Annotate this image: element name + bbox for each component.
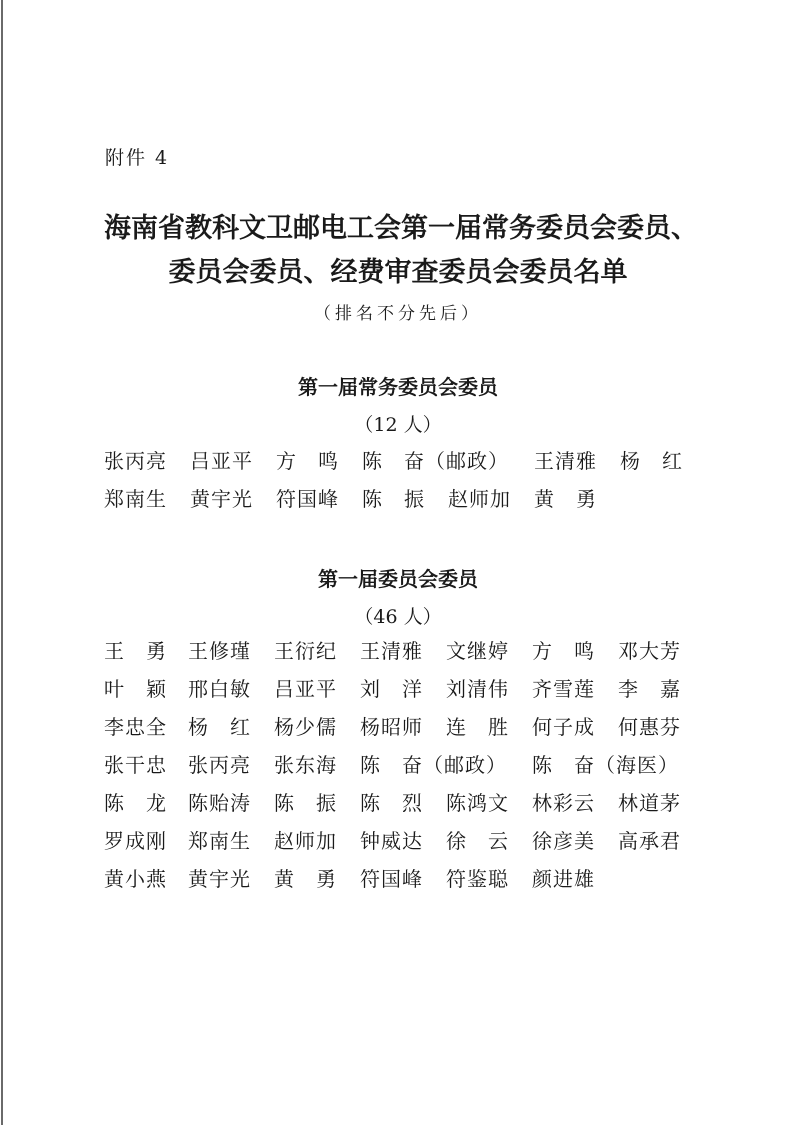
member-name: 郑南生 <box>188 829 251 853</box>
standing-committee-heading: 第一届常务委员会委员 <box>298 375 498 399</box>
member-name: 赵师加 <box>274 829 337 853</box>
member-name: 黄小燕 <box>104 867 167 891</box>
member-name: 邢白敏 <box>188 677 251 701</box>
member-name: 张干忠 <box>104 753 167 777</box>
member-name: 陈 奋（邮政） <box>360 753 507 777</box>
member-name: 吕亚平 <box>190 449 253 473</box>
member-name: 陈 奋（海医） <box>532 753 679 777</box>
member-name: 罗成刚 <box>104 829 167 853</box>
member-name: 李 嘉 <box>618 677 681 701</box>
member-name: 杨 红 <box>620 449 683 473</box>
member-name: 符鉴聪 <box>446 867 509 891</box>
member-name: 邓大芳 <box>618 639 681 663</box>
member-name: 黄 勇 <box>274 867 337 891</box>
committee-count: （46 人） <box>354 606 442 628</box>
member-name: 符国峰 <box>276 487 339 511</box>
member-name: 林道茅 <box>618 791 681 815</box>
member-name: 黄 勇 <box>534 487 597 511</box>
member-name: 杨昭师 <box>360 715 423 739</box>
member-name: 王清雅 <box>534 449 597 473</box>
member-name: 刘清伟 <box>446 677 509 701</box>
member-name: 赵师加 <box>448 487 511 511</box>
member-name: 方 鸣 <box>532 639 595 663</box>
member-name: 陈 振 <box>362 487 425 511</box>
member-name: 颜进雄 <box>532 867 595 891</box>
member-name: 符国峰 <box>360 867 423 891</box>
member-name: 连 胜 <box>446 715 509 739</box>
member-name: 陈 振 <box>274 791 337 815</box>
member-name: 林彩云 <box>532 791 595 815</box>
member-name: 王清雅 <box>360 639 423 663</box>
attachment-label: 附件 4 <box>105 147 170 169</box>
member-name: 杨 红 <box>188 715 251 739</box>
member-name: 陈 奋（邮政） <box>362 449 509 473</box>
committee-heading: 第一届委员会委员 <box>318 567 478 591</box>
member-name: 齐雪莲 <box>532 677 595 701</box>
member-name: 黄宇光 <box>188 867 251 891</box>
member-name: 高承君 <box>618 829 681 853</box>
member-name: 陈 龙 <box>104 791 167 815</box>
document-title-line-1: 海南省教科文卫邮电工会第一届常务委员会委员、 <box>104 213 698 244</box>
member-name: 方 鸣 <box>276 449 339 473</box>
standing-committee-count: （12 人） <box>354 414 442 436</box>
member-name: 张丙亮 <box>188 753 251 777</box>
member-name: 叶 颖 <box>104 677 167 701</box>
member-name: 吕亚平 <box>274 677 337 701</box>
member-name: 张东海 <box>274 753 337 777</box>
member-name: 刘 洋 <box>360 677 423 701</box>
member-name: 王衍纪 <box>274 639 337 663</box>
member-name: 徐彦美 <box>532 829 595 853</box>
member-name: 徐 云 <box>446 829 509 853</box>
member-name: 何惠芬 <box>618 715 681 739</box>
member-name: 张丙亮 <box>104 449 167 473</box>
member-name: 王修瑾 <box>188 639 251 663</box>
member-name: 钟威达 <box>360 829 423 853</box>
document-subtitle: （排名不分先后） <box>314 304 482 324</box>
document-title-line-2: 委员会委员、经费审查委员会委员名单 <box>168 257 628 288</box>
member-name: 李忠全 <box>104 715 167 739</box>
member-name: 黄宇光 <box>190 487 253 511</box>
member-name: 陈鸿文 <box>446 791 509 815</box>
member-name: 陈 烈 <box>360 791 423 815</box>
member-name: 陈贻涛 <box>188 791 251 815</box>
member-name: 郑南生 <box>104 487 167 511</box>
member-name: 王 勇 <box>104 639 167 663</box>
member-name: 杨少儒 <box>274 715 337 739</box>
member-name: 文继婷 <box>446 639 509 663</box>
member-name: 何子成 <box>532 715 595 739</box>
